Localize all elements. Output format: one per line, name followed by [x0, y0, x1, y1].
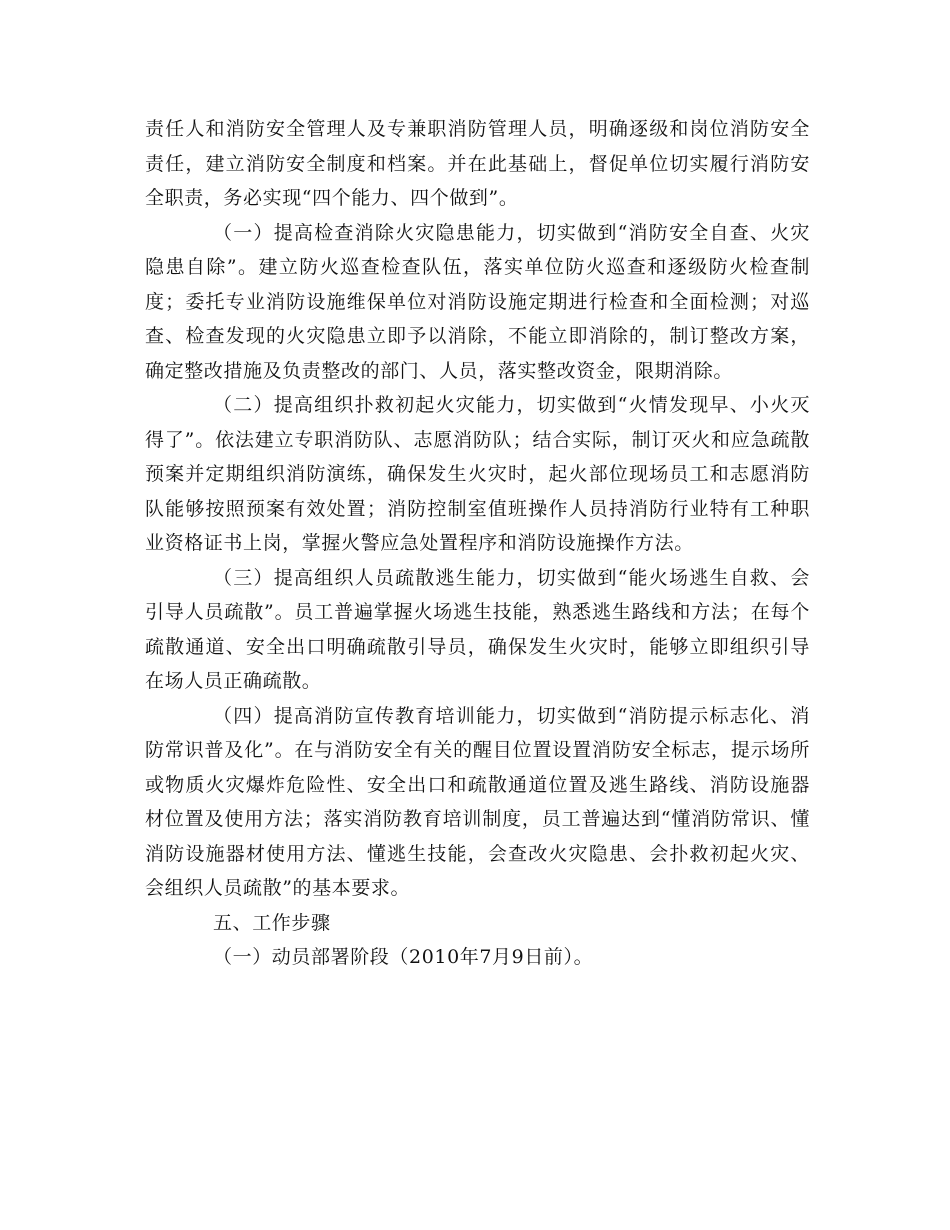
paragraph-continuation: 责任人和消防安全管理人及专兼职消防管理人员，明确逐级和岗位消防安全责任，建立消防安全制度和档案。并在此基础上，督促单位切实履行消防安全职责，务必实现“四个能力、四个做到”。	[145, 118, 810, 209]
section-heading-work-steps: 五、工作步骤	[213, 911, 331, 934]
subsection-heading-mobilization: （一）动员部署阶段（2010年7月9日前）。	[213, 946, 594, 968]
paragraph-ability-firefighting: （二）提高组织扑救初起火灾能力，切实做到“火情发现早、小火灭得了”。依法建立专职消防队、志愿消防队；结合实际，制订灭火和应急疏散预案并定期组织消防演练，确保发生火灾时，起火部位现场员工和志愿消防队能够按照预案有效处置；消防控制室值班操作人员持消防行业特有工种职业资格证书上岗，掌握火警应急处置程序和消防设施操作方法。	[145, 394, 810, 554]
paragraph-ability-evacuation: （三）提高组织人员疏散逃生能力，切实做到“能火场逃生自救、会引导人员疏散”。员工普遍掌握火场逃生技能，熟悉逃生路线和方法；在每个疏散通道、安全出口明确疏散引导员，确保发生火灾时，能够立即组织引导在场人员正确疏散。	[145, 566, 810, 692]
paragraph-ability-inspection: （一）提高检查消除火灾隐患能力，切实做到“消防安全自查、火灾隐患自除”。建立防火巡查检查队伍，落实单位防火巡查和逐级防火检查制度；委托专业消防设施维保单位对消防设施定期进行检查和全面检测；对巡查、检查发现的火灾隐患立即予以消除，不能立即消除的，制订整改方案，确定整改措施及负责整改的部门、人员，落实整改资金，限期消除。	[145, 221, 810, 382]
document-body	[145, 112, 810, 975]
paragraph-ability-education: （四）提高消防宣传教育培训能力，切实做到“消防提示标志化、消防常识普及化”。在与消防安全有关的醒目位置设置消防安全标志，提示场所或物质火灾爆炸危险性、安全出口和疏散通道位置及逃生路线、消防设施器材位置及使用方法；落实消防教育培训制度，员工普遍达到“懂消防常识、懂消防设施器材使用方法、懂逃生技能，会查改火灾隐患、会扑救初起火灾、会组织人员疏散”的基本要求。	[145, 704, 810, 899]
